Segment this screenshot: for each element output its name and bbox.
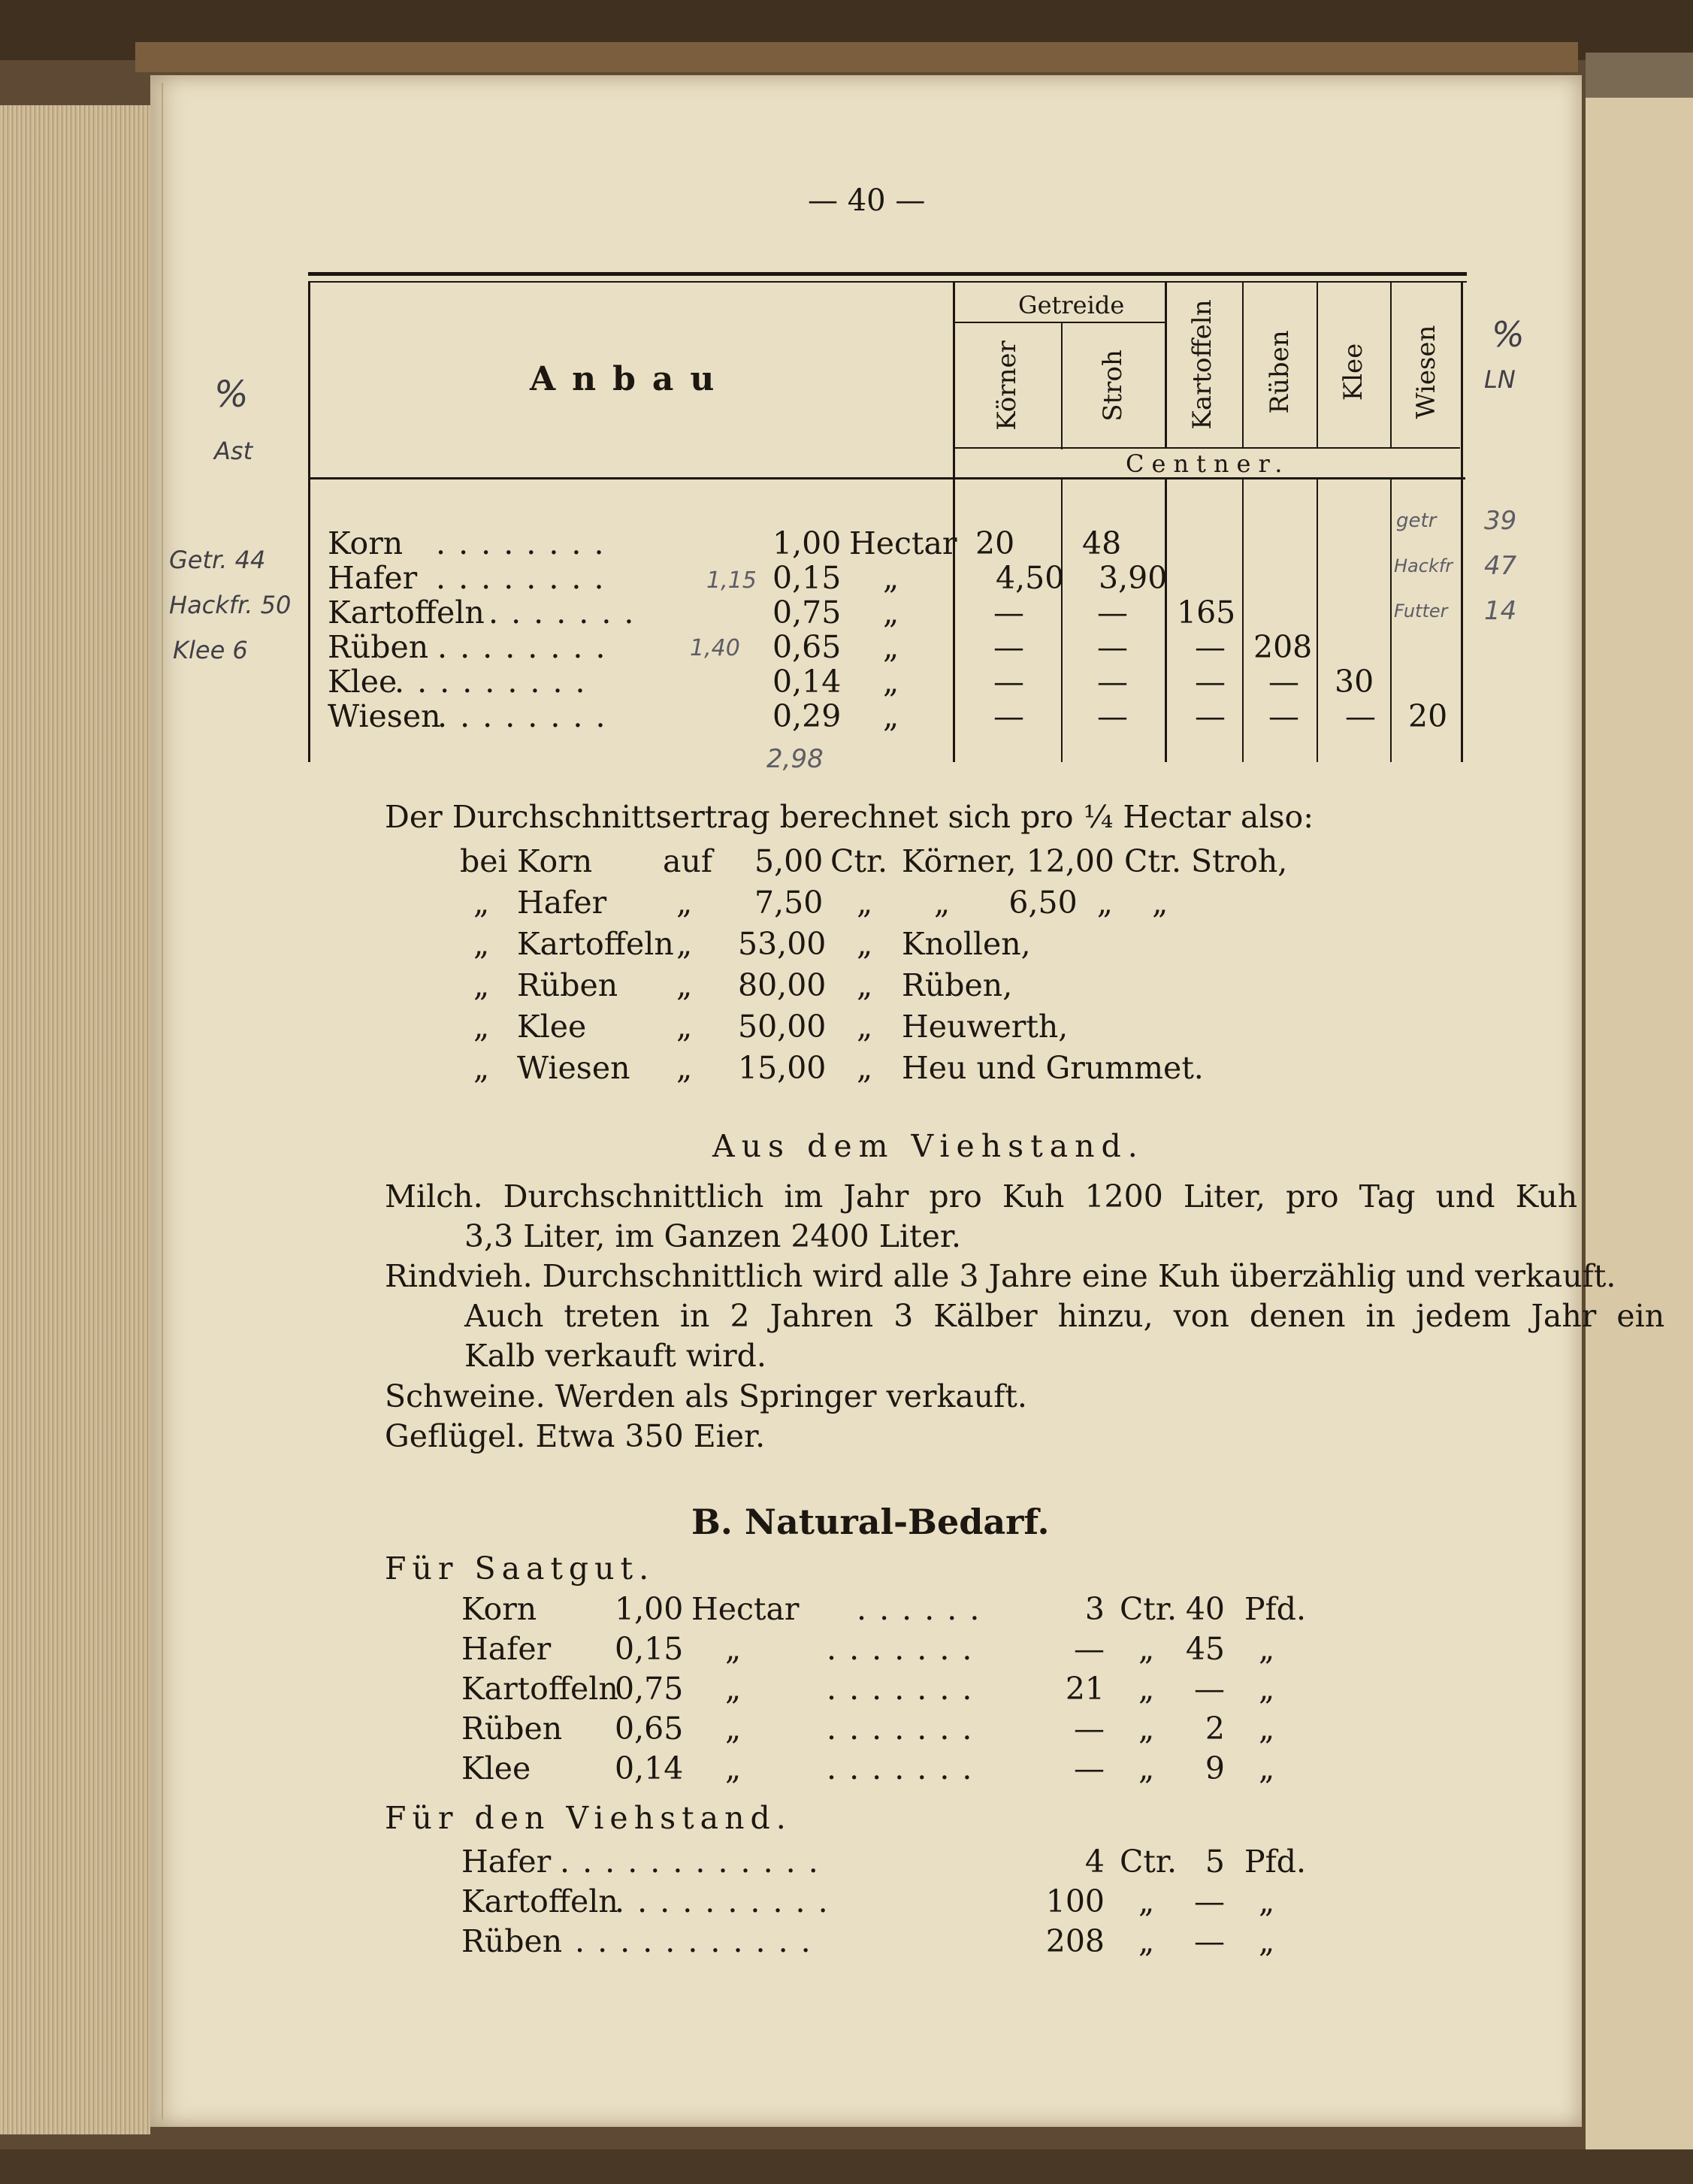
milch-line-1: Milch. Durchschnittlich im Jahr pro Kuh 1200 Liter, pro Tag und Kuh (385, 1178, 1578, 1215)
row-area: 1,00 (772, 525, 842, 561)
row-name: Wiesen (328, 698, 441, 734)
prefix: bei (460, 843, 508, 879)
crop: Klee (461, 1750, 531, 1786)
cell-stroh: — (1097, 664, 1128, 700)
ctr: Ctr. (830, 843, 887, 879)
row-unit: „ (883, 560, 899, 596)
cell-rueben: — (1268, 664, 1299, 700)
col-divider-stroh (1165, 479, 1167, 762)
ctr: „ (857, 1050, 873, 1086)
crop: Rüben (517, 967, 618, 1003)
cell-stroh: 3,90 (1099, 560, 1168, 596)
prefix: „ (473, 967, 490, 1003)
col-divider-kartoffeln-head (1242, 281, 1244, 448)
cell-wiesen: 20 (1408, 698, 1448, 734)
row-dots: . . . . . . . (488, 594, 636, 631)
crop: Rüben (461, 1711, 563, 1747)
note-sum: 2,98 (766, 744, 824, 774)
row-area: 0,14 (772, 664, 842, 700)
cell-kartoffeln: 165 (1177, 594, 1236, 631)
note-ast: Ast (214, 437, 253, 465)
saatgut-heading: Für Saatgut. (385, 1550, 655, 1587)
note-hafer-mark: 1,15 (706, 567, 757, 594)
row-name: Hafer (328, 560, 418, 596)
table-left-border (308, 281, 310, 762)
pfd-unit: „ (1259, 1671, 1275, 1707)
note-percent-right: % (1492, 314, 1525, 355)
cell-stroh: — (1097, 629, 1128, 665)
crop: Wiesen (517, 1050, 630, 1086)
dots: . . . . . . . (827, 1750, 974, 1786)
area: 0,15 (615, 1631, 684, 1667)
cell-klee: — (1345, 698, 1376, 734)
cell-stroh: — (1097, 698, 1128, 734)
value: 7,50 (754, 885, 824, 921)
note-percent-left: % (214, 374, 249, 416)
ctr-unit: „ (1138, 1671, 1155, 1707)
schweine-line: Schweine. Werden als Springer verkauft. (385, 1378, 1027, 1414)
ctr: 21 (1065, 1671, 1105, 1707)
table-right-border (1461, 281, 1463, 762)
note-39: 39 (1484, 506, 1517, 536)
crop: Hafer (461, 1844, 552, 1880)
rest: „ 6,50 „ „ (934, 885, 1168, 921)
page-stack-edge (0, 105, 150, 2134)
milch-line-2: 3,3 Liter, im Ganzen 2400 Liter. (464, 1218, 961, 1254)
cell-koerner: 20 (975, 525, 1015, 561)
cell-koerner: — (993, 629, 1024, 665)
dots: . . . . . . . (827, 1671, 974, 1707)
dots: . . . . . . . (827, 1711, 974, 1747)
col-divider-koerner-head (1061, 322, 1063, 449)
unit: „ (725, 1671, 742, 1707)
col-divider-klee-head (1390, 281, 1392, 448)
dots: . . . . . . . . . . . (575, 1923, 812, 1959)
table-header-rule (308, 477, 1465, 479)
ctr: „ (857, 885, 873, 921)
row-area: 0,29 (772, 698, 842, 734)
right-page-edge (1586, 98, 1693, 2184)
col-divider-rueben (1317, 479, 1318, 762)
crop: Korn (461, 1591, 537, 1627)
pfd: 5 (1205, 1844, 1225, 1880)
crop: Kartoffeln (461, 1671, 618, 1707)
row-unit: „ (883, 698, 899, 734)
row-unit: Hectar (849, 525, 957, 561)
header-anbau: Anbau (530, 360, 731, 398)
cell-koerner: — (993, 664, 1024, 700)
book-bottom-edge (0, 2149, 1693, 2184)
ctr: — (1074, 1631, 1105, 1667)
durchschnitt-intro: Der Durchschnittsertrag berechnet sich pro ¼ Hectar also: (385, 799, 1314, 835)
cell-kartoffeln: — (1195, 629, 1226, 665)
unit: „ (725, 1750, 742, 1786)
value: 15,00 (738, 1050, 827, 1086)
crop: Klee (517, 1009, 587, 1045)
unit-row-centner: Centner. (1126, 449, 1290, 478)
row-name: Klee (328, 664, 398, 700)
auf: „ (676, 926, 693, 962)
prefix: „ (473, 926, 490, 962)
dots: . . . . . . . . . . (615, 1883, 830, 1919)
auf: „ (676, 1009, 693, 1045)
note-col-hackfr: Hackfr (1394, 555, 1453, 576)
row-unit: „ (883, 594, 899, 631)
ctr-unit: „ (1138, 1750, 1155, 1786)
gefluegel-line: Geflügel. Etwa 350 Eier. (385, 1418, 766, 1454)
col-divider-klee (1390, 479, 1392, 762)
row-unit: „ (883, 629, 899, 665)
value: 53,00 (738, 926, 827, 962)
prefix: „ (473, 1009, 490, 1045)
row-area: 0,75 (772, 594, 842, 631)
note-47: 47 (1484, 551, 1517, 581)
ctr: — (1074, 1750, 1105, 1786)
header-rueben: Rüben (1265, 330, 1295, 414)
ctr-unit: Ctr. (1120, 1844, 1177, 1880)
note-14: 14 (1484, 596, 1517, 626)
cell-kartoffeln: — (1195, 664, 1226, 700)
cell-koerner: — (993, 594, 1024, 631)
dots: . . . . . . (857, 1591, 981, 1627)
row-dots: . . . . . . . . (437, 629, 607, 665)
row-unit: „ (883, 664, 899, 700)
row-dots: . . . . . . . . (436, 525, 606, 561)
col-divider-kartoffeln (1242, 479, 1244, 762)
auf: „ (676, 885, 693, 921)
unit: „ (725, 1711, 742, 1747)
area: 1,00 (615, 1591, 684, 1627)
value: 80,00 (738, 967, 827, 1003)
header-klee: Klee (1338, 343, 1368, 401)
crop: Rüben (461, 1923, 563, 1959)
natural-heading: B. Natural-Bedarf. (691, 1502, 1050, 1542)
dots: . . . . . . . (827, 1631, 974, 1667)
rest: Rüben, (902, 967, 1013, 1003)
pfd: 9 (1205, 1750, 1225, 1786)
pfd: 45 (1185, 1631, 1225, 1667)
ctr: „ (857, 967, 873, 1003)
header-koerner: Körner (992, 340, 1022, 431)
rest: Knollen, (902, 926, 1031, 962)
area: 0,65 (615, 1711, 684, 1747)
viehstand-bedarf-heading: Für den Viehstand. (385, 1800, 792, 1836)
pfd-unit: „ (1259, 1883, 1275, 1919)
crop: Hafer (517, 885, 607, 921)
prefix: „ (473, 885, 490, 921)
ctr-unit: Ctr. (1120, 1591, 1177, 1627)
header-kartoffeln: Kartoffeln (1187, 299, 1217, 430)
ctr: 100 (1045, 1883, 1105, 1919)
header-wiesen: Wiesen (1411, 325, 1441, 419)
rest: Körner, 12,00 Ctr. Stroh, (902, 843, 1288, 879)
value: 5,00 (754, 843, 824, 879)
cell-koerner: 4,50 (996, 560, 1065, 596)
ctr-unit: „ (1138, 1711, 1155, 1747)
pfd: — (1194, 1671, 1225, 1707)
ctr: — (1074, 1711, 1105, 1747)
cell-rueben: 208 (1253, 629, 1313, 665)
pfd: — (1194, 1883, 1225, 1919)
unit: Hectar (691, 1591, 800, 1627)
pfd-unit: Pfd. (1244, 1844, 1307, 1880)
rindvieh-line-3: Kalb verkauft wird. (464, 1338, 766, 1374)
table-top-rule-thin (308, 281, 1467, 283)
row-dots: . . . . . . . . . (395, 664, 587, 700)
row-name: Rüben (328, 629, 429, 665)
note-col-futter: Futter (1394, 600, 1448, 622)
area: 0,75 (615, 1671, 684, 1707)
crop: Kartoffeln (461, 1883, 618, 1919)
table-top-rule-thick (308, 272, 1467, 276)
header-stroh: Stroh (1098, 349, 1128, 422)
row-name: Korn (328, 525, 404, 561)
row-name: Kartoffeln (328, 594, 485, 631)
ctr: „ (857, 926, 873, 962)
header-getreide: Getreide (1018, 291, 1125, 319)
cell-koerner: — (993, 698, 1024, 734)
auf: auf (663, 843, 713, 879)
note-getr: Getr. 44 (169, 546, 266, 574)
area: 0,14 (615, 1750, 684, 1786)
row-dots: . . . . . . . . (436, 560, 606, 596)
note-ln: LN (1484, 365, 1516, 394)
cell-kartoffeln: — (1195, 698, 1226, 734)
row-dots: . . . . . . . . (437, 698, 607, 734)
pfd: 40 (1185, 1591, 1225, 1627)
pfd-unit: „ (1259, 1711, 1275, 1747)
row-area: 0,15 (772, 560, 842, 596)
cell-stroh: 48 (1082, 525, 1122, 561)
unit: „ (725, 1631, 742, 1667)
ctr: 3 (1084, 1591, 1105, 1627)
ctr-unit: „ (1138, 1923, 1155, 1959)
pfd-unit: „ (1259, 1631, 1275, 1667)
cell-rueben: — (1268, 698, 1299, 734)
viehstand-heading: Aus dem Viehstand. (712, 1128, 1144, 1164)
note-klee: Klee 6 (173, 636, 248, 664)
row-area: 0,65 (772, 629, 842, 665)
cell-klee: 30 (1335, 664, 1374, 700)
book-cover-top (135, 42, 1578, 72)
centner-rule (953, 447, 1460, 449)
crop: Korn (517, 843, 593, 879)
note-hackfr: Hackfr. 50 (169, 591, 292, 619)
ctr: 208 (1045, 1923, 1105, 1959)
crop: Kartoffeln (517, 926, 674, 962)
ctr: 4 (1084, 1844, 1105, 1880)
cell-stroh: — (1097, 594, 1128, 631)
prefix: „ (473, 1050, 490, 1086)
crop: Hafer (461, 1631, 552, 1667)
pfd-unit: Pfd. (1244, 1591, 1307, 1627)
ctr-unit: „ (1138, 1883, 1155, 1919)
pfd-unit: „ (1259, 1923, 1275, 1959)
pfd: — (1194, 1923, 1225, 1959)
auf: „ (676, 967, 693, 1003)
page-number: — 40 — (808, 183, 926, 218)
rest: Heu und Grummet. (902, 1050, 1204, 1086)
rest: Heuwerth, (902, 1009, 1069, 1045)
col-divider-stroh-head (1165, 281, 1167, 448)
ctr-unit: „ (1138, 1631, 1155, 1667)
ctr: „ (857, 1009, 873, 1045)
auf: „ (676, 1050, 693, 1086)
pfd: 2 (1205, 1711, 1225, 1747)
rindvieh-line-1: Rindvieh. Durchschnittlich wird alle 3 Jahre eine Kuh überzählig und verkauft. (385, 1258, 1616, 1294)
rindvieh-line-2: Auch treten in 2 Jahren 3 Kälber hinzu, von denen in jedem Jahr ein (464, 1298, 1665, 1334)
dots: . . . . . . . . . . . . (560, 1844, 820, 1880)
col-divider-koerner (1061, 479, 1063, 762)
note-rueben-mark: 1,40 (690, 635, 740, 661)
note-col-getr: getr (1396, 510, 1437, 532)
pfd-unit: „ (1259, 1750, 1275, 1786)
gutter-line (162, 83, 163, 2119)
col-divider-rueben-head (1317, 281, 1318, 448)
col-divider-anbau (953, 281, 955, 762)
value: 50,00 (738, 1009, 827, 1045)
